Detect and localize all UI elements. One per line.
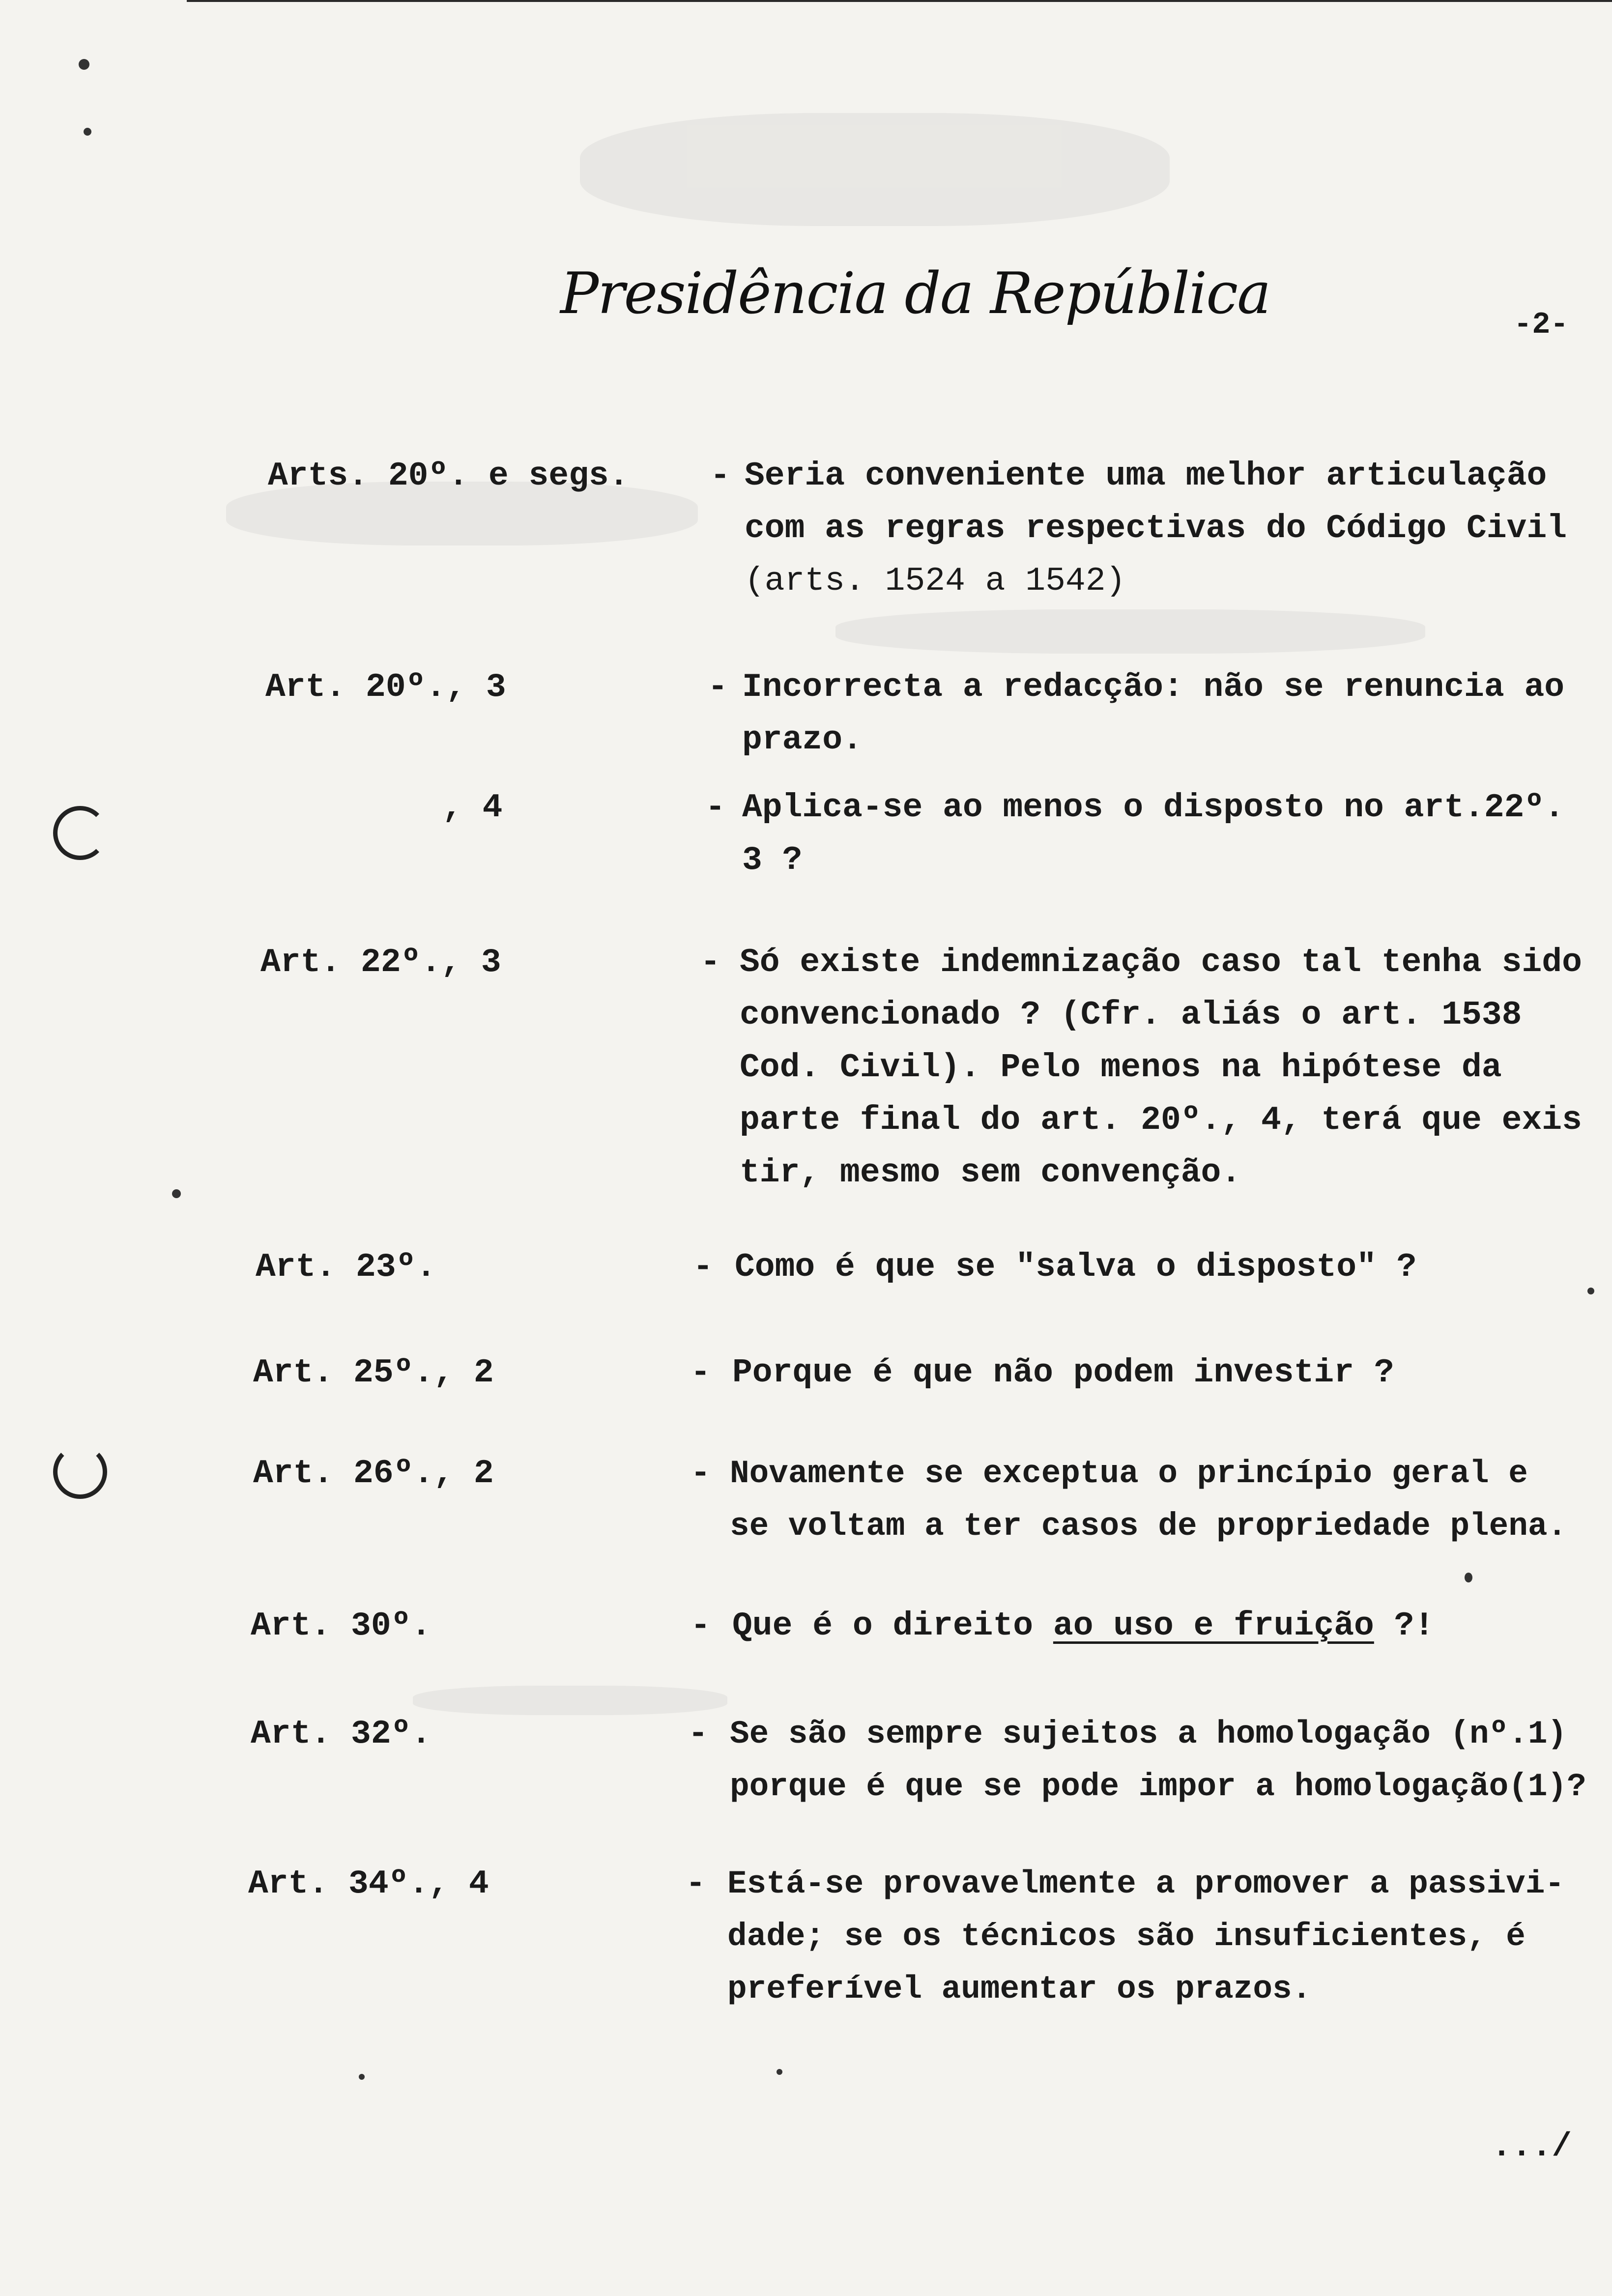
underlined-phrase: ao uso e fruição (1053, 1607, 1374, 1645)
comment-line: dade; se os técnicos são insuficientes, é (727, 1918, 1526, 1955)
comment-line: com as regras respectivas do Código Civil (745, 510, 1567, 547)
comment-line: Novamente se exceptua o princípio geral e (730, 1455, 1528, 1492)
speck (84, 128, 91, 136)
speck (172, 1189, 181, 1198)
entry-dash: - (691, 1607, 711, 1645)
speck (1465, 1573, 1472, 1582)
entry-comment (742, 781, 1564, 887)
comment-line: se voltam a ter casos de propriedade plena. (730, 1508, 1567, 1545)
comment-text: ?! (1374, 1607, 1435, 1645)
comment-line: Porque é que não podem investir ? (732, 1354, 1394, 1392)
comment-line: Se são sempre sujeitos a homologação (nº.1) (730, 1716, 1567, 1752)
entry-comment (730, 1447, 1567, 1552)
scan-smudge (835, 609, 1425, 654)
entry-dash: - (691, 1455, 711, 1492)
entry-dash: - (705, 789, 725, 827)
comment-line: Seria conveniente uma melhor articulação (745, 457, 1547, 495)
entry-comment (745, 450, 1567, 607)
page-number: -2- (1514, 307, 1569, 342)
article-reference: Art. 23º. (256, 1248, 436, 1286)
entry-comment (732, 1600, 1434, 1652)
article-reference: Art. 26º., 2 (253, 1455, 494, 1492)
comment-line: Incorrecta a redacção: não se renuncia ao (742, 668, 1565, 706)
comment-line: tir, mesmo sem convenção. (740, 1154, 1241, 1192)
top-rule (187, 0, 1612, 2)
article-reference: , 4 (442, 789, 503, 827)
entry-dash: - (688, 1715, 708, 1753)
entry-comment (727, 1858, 1564, 2015)
entry-dash: - (700, 944, 720, 981)
article-reference: Art. 34º., 4 (248, 1865, 489, 1903)
comment-line: prazo. (742, 721, 863, 759)
scan-smudge (413, 1686, 727, 1715)
comment-line: parte final do art. 20º., 4, terá que exis (740, 1101, 1582, 1139)
article-reference: Arts. 20º. e segs. (268, 457, 629, 495)
comment-line: Cod. Civil). Pelo menos na hipótese da (740, 1049, 1502, 1087)
entry-comment (730, 1708, 1586, 1813)
comment-line: (arts. 1524 a 1542) (745, 562, 1126, 600)
speck (777, 2069, 782, 2075)
comment-text: Que é o direito (732, 1607, 1053, 1645)
entry-dash: - (708, 668, 728, 706)
speck (359, 2074, 365, 2080)
speck (1587, 1288, 1594, 1294)
article-reference: Art. 32º. (251, 1715, 432, 1753)
comment-line: convencionado ? (Cfr. aliás o art. 1538 (740, 996, 1522, 1034)
article-reference: Art. 25º., 2 (253, 1354, 494, 1392)
comment-line: 3 ? (742, 841, 803, 879)
punch-hole (53, 1445, 107, 1499)
comment-line: Como é que se "salva o disposto" ? (735, 1248, 1417, 1286)
entry-comment (740, 936, 1582, 1199)
comment-line: preferível aumentar os prazos. (727, 1971, 1312, 2008)
entry-comment (742, 661, 1564, 766)
article-reference: Art. 20º., 3 (265, 668, 506, 706)
article-reference: Art. 22º., 3 (260, 944, 501, 981)
entry-dash: - (686, 1865, 706, 1903)
letterhead: Presidência da República (560, 260, 1270, 327)
punch-hole (53, 806, 107, 860)
entry-comment (735, 1241, 1416, 1293)
speck (79, 59, 89, 70)
article-reference: Art. 30º. (251, 1607, 432, 1645)
entry-dash: - (693, 1248, 713, 1286)
entry-dash: - (691, 1354, 711, 1392)
scan-smudge (580, 113, 1170, 226)
continuation-mark: .../ (1492, 2128, 1572, 2166)
entry-dash: - (710, 457, 730, 495)
comment-line: Está-se provavelmente a promover a passivi- (727, 1866, 1565, 1902)
comment-line: porque é que se pode impor a homologação(1)? (730, 1768, 1586, 1805)
comment-line: Só existe indemnização caso tal tenha sido (740, 944, 1582, 981)
entry-comment (732, 1347, 1394, 1399)
comment-line: Aplica-se ao menos o disposto no art.22º. (742, 789, 1565, 827)
